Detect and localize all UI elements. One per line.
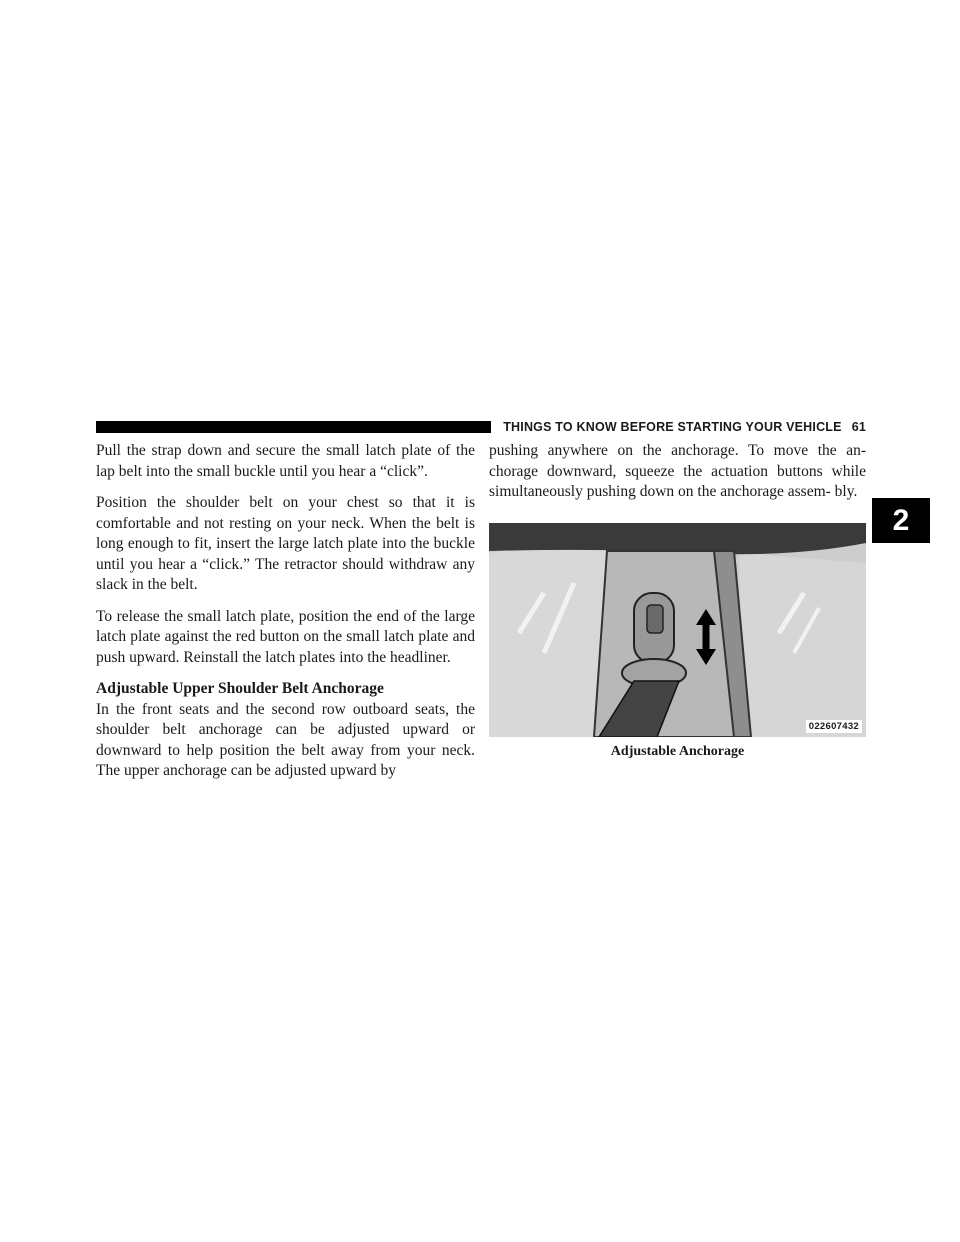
paragraph: Pull the strap down and secure the small latch plate of the lap belt into the small buckle until you hear a “click”.	[96, 442, 475, 480]
paragraph: Position the shoulder belt on your chest so that it is comfortable and not resting on your neck. When the belt is long enough to fit, insert the large latch plate into the buckle until you hear a “click.” The retractor should withdraw any slack in the belt.	[96, 494, 475, 593]
paragraph: pushing anywhere on the anchorage. To move the an- chorage downward, squeeze the actuation buttons while simultaneously pushing down on the anchorage assem- bly.	[489, 442, 866, 500]
page-number: 61	[851, 420, 866, 434]
section-title: THINGS TO KNOW BEFORE STARTING YOUR VEHICLE	[503, 420, 842, 434]
figure-code: 022607432	[806, 720, 862, 733]
chapter-tab: 2	[872, 498, 930, 543]
paragraph: In the front seats and the second row outboard seats, the shoulder belt anchorage can be adjusted upward or downward to help position the belt away from your neck. The upper anchorage can be adjusted upward by	[96, 700, 475, 779]
header-rule	[96, 421, 491, 433]
section-heading: Adjustable Upper Shoulder Belt Anchorage	[96, 680, 384, 697]
right-column	[489, 441, 866, 514]
figure-caption: Adjustable Anchorage	[610, 744, 745, 759]
running-header	[500, 418, 866, 436]
left-column	[96, 441, 475, 793]
illustration-svg	[489, 523, 866, 737]
paragraph: To release the small latch plate, position the end of the large latch plate against the red button on the small latch plate and push upward. Reinstall the latch plates into the headliner.	[96, 607, 475, 666]
anchorage-illustration	[489, 523, 866, 737]
